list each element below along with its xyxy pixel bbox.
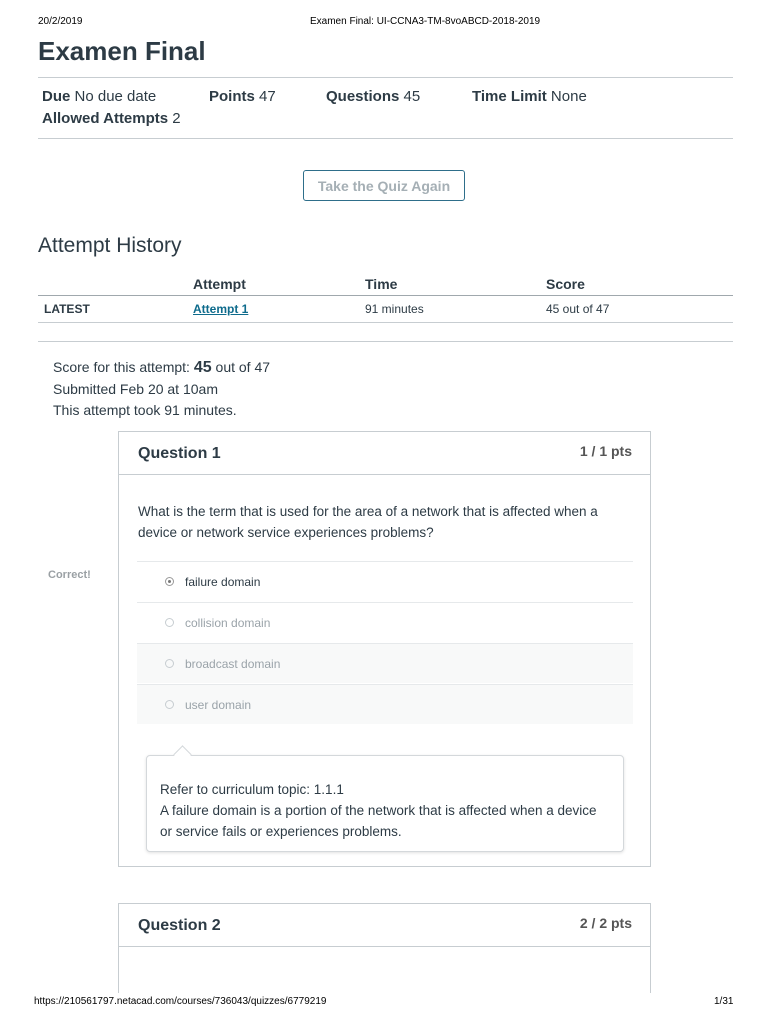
take-quiz-again-button[interactable]: Take the Quiz Again [303,170,465,201]
print-date: 20/2/2019 [38,16,83,27]
answer-label: failure domain [185,574,261,589]
points-value: 47 [259,88,276,105]
due-value: No due date [74,88,157,105]
due-info [42,88,156,105]
time-limit-label: Time Limit [472,88,547,105]
answer-label: broadcast domain [185,656,281,671]
answer-option [137,602,633,642]
answer-feedback [146,755,624,852]
print-url: https://210561797.netacad.com/courses/736043/quizzes/6779219 [34,996,327,1007]
questions-info [326,88,420,105]
time-limit-info [472,88,587,105]
question-text: What is the term that is used for the area of a network that is affected when a device or network service experiences problems? [138,504,598,540]
print-page-number: 1/31 [714,996,734,1007]
attempt-time: 91 minutes [365,302,424,316]
question-points: 1 / 1 pts [579,443,632,459]
attempt-score: 45 out of 47 [546,302,610,316]
radio-icon [165,700,174,709]
attempts-info [42,110,181,127]
score-suffix: out of 47 [215,359,271,375]
answer-option [137,643,633,683]
question-header [119,432,650,475]
score-value: 45 [193,359,212,376]
duration-text: This attempt took 91 minutes. [53,402,237,418]
correct-label: Correct! [48,569,91,581]
answer-label: user domain [185,697,252,712]
column-header-attempt: Attempt [193,276,246,292]
score-summary [53,359,270,377]
column-header-time: Time [365,276,398,292]
submitted-text: Submitted Feb 20 at 10am [53,381,218,397]
column-header-score: Score [546,276,585,292]
feedback-topic: Refer to curriculum topic: 1.1.1 [160,782,344,797]
print-doc-title: Examen Final: UI-CCNA3-TM-8voABCD-2018-2019 [310,16,541,27]
feedback-text [160,779,610,842]
table-header-rule [38,295,733,296]
time-limit-value: None [550,88,587,105]
feedback-explanation: A failure domain is a portion of the network that is affected when a device or service fails or experiences problems. [160,803,597,839]
question-header [119,904,650,947]
page-title: Examen Final [38,36,206,66]
question-card [118,903,651,993]
question-title: Question 1 [138,445,221,462]
latest-tag: LATEST [44,302,90,316]
question-title: Question 2 [138,917,221,934]
attempt-link[interactable]: Attempt 1 [193,302,249,316]
due-label: Due [42,88,71,105]
attempts-value: 2 [172,110,181,127]
attempts-label: Allowed Attempts [42,110,169,127]
score-prefix: Score for this attempt: [53,359,190,375]
question-points: 2 / 2 pts [579,915,632,931]
radio-icon [165,659,174,668]
radio-selected-icon [165,577,174,586]
answer-option [137,684,633,724]
points-label: Points [209,88,255,105]
radio-icon [165,618,174,627]
questions-label: Questions [326,88,400,105]
questions-value: 45 [403,88,421,105]
attempt-history-heading: Attempt History [38,234,182,257]
table-row-rule [38,322,733,323]
answer-label: collision domain [185,615,271,630]
answer-option [137,561,633,601]
divider [38,341,733,342]
points-info [209,88,276,105]
divider [38,77,733,78]
divider [38,138,733,139]
